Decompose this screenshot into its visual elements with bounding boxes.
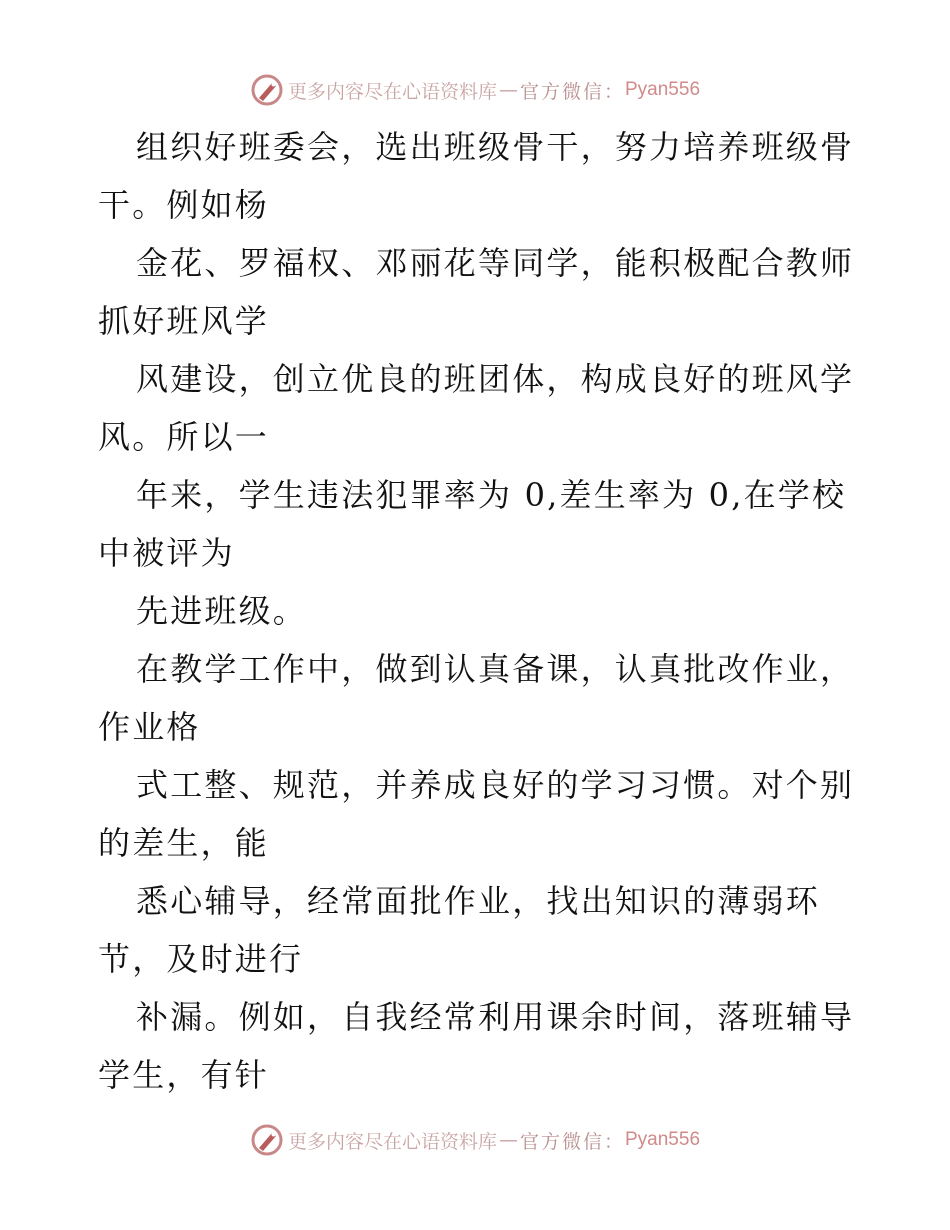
line-continuation: 作业格 <box>98 708 201 746</box>
footer-watermark <box>0 1120 950 1160</box>
line-first: 风建设，创立优良的班团体，构成良好的班风学 <box>136 360 855 398</box>
paragraph-line <box>98 118 858 234</box>
pen-nib-logo-icon <box>250 73 284 107</box>
paragraph-line <box>98 350 858 466</box>
paragraph-line <box>98 234 858 350</box>
line-first: 补漏。例如，自我经常利用课余时间，落班辅导 <box>136 998 855 1036</box>
line-first: 式工整、规范，并养成良好的学习习惯。对个别 <box>136 766 855 804</box>
line-first: 先进班级。 <box>136 592 308 630</box>
paragraph-line <box>98 466 858 582</box>
line-continuation: 学生，有针 <box>98 1056 270 1094</box>
watermark-dash: — <box>498 1129 518 1151</box>
watermark-wechat-id: Pyan556 <box>625 1129 701 1150</box>
paragraph-line <box>98 640 858 756</box>
line-first: 年来，学生违法犯罪率为 0,差生率为 0,在学校 <box>136 476 847 514</box>
line-first: 组织好班委会，选出班级骨干，努力培养班级骨 <box>136 128 855 166</box>
watermark-wechat-id: Pyan556 <box>625 79 701 100</box>
document-body <box>98 118 858 1104</box>
header-watermark <box>0 70 950 110</box>
line-first: 在教学工作中，做到认真备课，认真批改作业， <box>136 650 855 688</box>
line-continuation: 干。例如杨 <box>98 186 270 224</box>
line-continuation: 节，及时进行 <box>98 940 304 978</box>
watermark-dash: — <box>498 79 518 101</box>
line-first: 金花、罗福权、邓丽花等同学，能积极配合教师 <box>136 244 855 282</box>
paragraph-line <box>98 872 858 988</box>
watermark-wechat-label: 官方微信： <box>519 1130 625 1153</box>
line-continuation: 风。所以一 <box>98 418 270 456</box>
line-first: 悉心辅导，经常面批作业，找出知识的薄弱环 <box>136 882 821 920</box>
watermark-wechat-label: 官方微信： <box>519 80 625 103</box>
paragraph-line <box>98 988 858 1104</box>
paragraph-line <box>98 582 858 640</box>
pen-nib-logo-icon <box>250 1123 284 1157</box>
line-continuation: 中被评为 <box>98 534 235 572</box>
line-continuation: 抓好班风学 <box>98 302 270 340</box>
line-continuation: 的差生，能 <box>98 824 270 862</box>
watermark-text: 更多内容尽在心语资料库 <box>287 80 497 103</box>
watermark-text: 更多内容尽在心语资料库 <box>287 1130 497 1153</box>
paragraph-line <box>98 756 858 872</box>
